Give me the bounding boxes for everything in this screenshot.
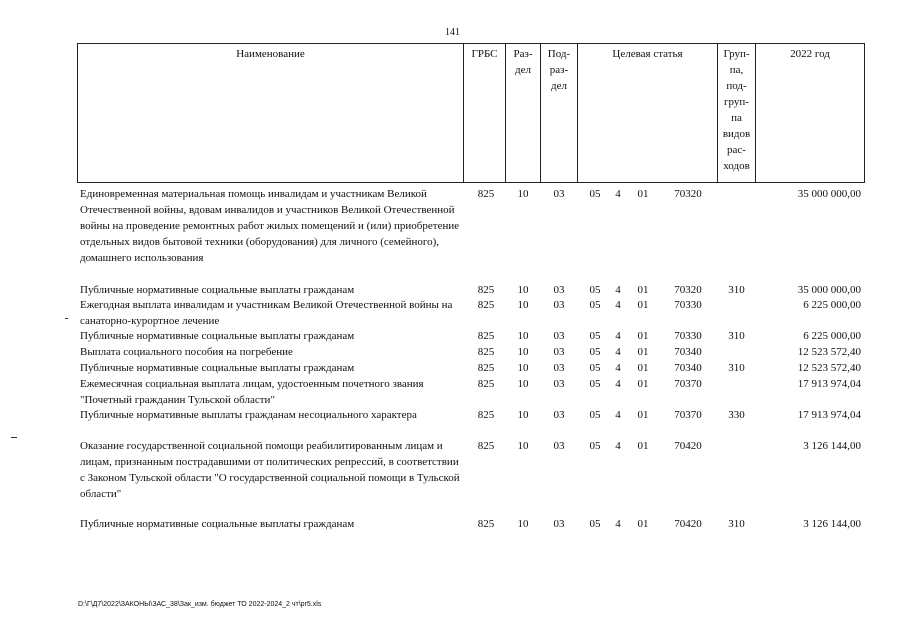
row-event: 01 xyxy=(637,330,649,342)
row-name: Ежегодная выплата инвалидам и участникам Великой Отечественной войны на санаторно-курортное лечение xyxy=(80,299,453,327)
row-grbs: 825 xyxy=(477,378,495,390)
row-razdel: 10 xyxy=(517,409,529,421)
row-podrazdel: 03 xyxy=(553,378,565,390)
row-name: Выплата социального пособия на погребение xyxy=(80,346,293,358)
margin-mark-small xyxy=(65,318,68,319)
row-razdel: 10 xyxy=(517,284,529,296)
row-subprogram: 4 xyxy=(615,362,621,374)
row-amount: 12 523 572,40 xyxy=(797,346,861,358)
row-expense-code: 70330 xyxy=(674,330,702,342)
row-event: 01 xyxy=(637,284,649,296)
header-gruppa-vidov-rashodov: Груп- па, под- груп- па видов рас- ходов xyxy=(717,43,756,183)
row-grbs: 825 xyxy=(477,346,495,358)
row-event: 01 xyxy=(637,440,649,452)
row-expense-group: 330 xyxy=(728,409,745,421)
row-subprogram: 4 xyxy=(615,299,621,311)
row-event: 01 xyxy=(637,378,649,390)
row-amount: 3 126 144,00 xyxy=(803,518,861,530)
page-number: 141 xyxy=(445,27,460,38)
row-subprogram: 4 xyxy=(615,440,621,452)
header-name: Наименование xyxy=(77,43,464,183)
row-name: Публичные нормативные социальные выплаты гражданам xyxy=(80,362,355,374)
row-name: Ежемесячная социальная выплата лицам, удостоенным почетного звания "Почетный гражданин Тульской области" xyxy=(80,378,424,406)
row-amount: 6 225 000,00 xyxy=(803,330,861,342)
header-grbs: ГРБС xyxy=(463,43,506,183)
row-subprogram: 4 xyxy=(615,284,621,296)
row-subprogram: 4 xyxy=(615,378,621,390)
header-podrazdel: Под- раз- дел xyxy=(540,43,578,183)
row-program: 05 xyxy=(589,362,601,374)
row-amount: 35 000 000,00 xyxy=(797,284,861,296)
row-program: 05 xyxy=(589,330,601,342)
row-expense-code: 70340 xyxy=(674,346,702,358)
row-subprogram: 4 xyxy=(615,188,621,200)
row-amount: 17 913 974,04 xyxy=(797,378,861,390)
row-razdel: 10 xyxy=(517,362,529,374)
row-event: 01 xyxy=(637,299,649,311)
row-podrazdel: 03 xyxy=(553,518,565,530)
row-event: 01 xyxy=(637,346,649,358)
row-grbs: 825 xyxy=(477,330,495,342)
row-name: Публичные нормативные выплаты гражданам несоциального характера xyxy=(80,409,417,421)
row-subprogram: 4 xyxy=(615,409,621,421)
row-program: 05 xyxy=(589,284,601,296)
row-expense-code: 70320 xyxy=(674,188,702,200)
row-razdel: 10 xyxy=(517,518,529,530)
row-program: 05 xyxy=(589,378,601,390)
row-amount: 3 126 144,00 xyxy=(803,440,861,452)
header-celevaya-statya: Целевая статья xyxy=(577,43,718,183)
row-podrazdel: 03 xyxy=(553,346,565,358)
row-name: Единовременная материальная помощь инвалидам и участникам Великой Отечественной войны, вдовам инвалидов и участников Великой Отечественной войны на проведение ремонтных работ жилых помещений и (или) приобретение отдельных видов бытовой техники (оборудования) для личного (семейного), домашнего использования xyxy=(80,188,460,264)
row-program: 05 xyxy=(589,299,601,311)
row-razdel: 10 xyxy=(517,188,529,200)
row-expense-group: 310 xyxy=(728,330,745,342)
row-amount: 12 523 572,40 xyxy=(797,362,861,374)
row-program: 05 xyxy=(589,346,601,358)
row-podrazdel: 03 xyxy=(553,299,565,311)
row-name: Оказание государственной социальной помощи реабилитированным лицам и лицам, признанным пострадавшими от политических репрессий, в соответствии с Законом Тульской области "О государственной социальной помощи в Тульской области" xyxy=(80,440,460,500)
row-podrazdel: 03 xyxy=(553,362,565,374)
row-subprogram: 4 xyxy=(615,346,621,358)
row-podrazdel: 03 xyxy=(553,440,565,452)
row-razdel: 10 xyxy=(517,440,529,452)
row-grbs: 825 xyxy=(477,362,495,374)
row-grbs: 825 xyxy=(477,518,495,530)
file-path-footer: D:\Г\Д7\2022\ЗАКОНЫ\ЗАС_38\Зак_изм. бюджет ТО 2022-2024_2 чт\pr5.xls xyxy=(78,601,322,608)
row-expense-group: 310 xyxy=(728,284,745,296)
row-expense-group: 310 xyxy=(728,518,745,530)
row-amount: 35 000 000,00 xyxy=(797,188,861,200)
row-grbs: 825 xyxy=(477,409,495,421)
row-grbs: 825 xyxy=(477,284,495,296)
row-razdel: 10 xyxy=(517,299,529,311)
row-podrazdel: 03 xyxy=(553,188,565,200)
row-amount: 17 913 974,04 xyxy=(797,409,861,421)
row-program: 05 xyxy=(589,409,601,421)
row-grbs: 825 xyxy=(477,188,495,200)
row-grbs: 825 xyxy=(477,440,495,452)
row-razdel: 10 xyxy=(517,346,529,358)
row-grbs: 825 xyxy=(477,299,495,311)
row-expense-code: 70330 xyxy=(674,299,702,311)
row-podrazdel: 03 xyxy=(553,409,565,421)
row-name: Публичные нормативные социальные выплаты гражданам xyxy=(80,284,355,296)
row-subprogram: 4 xyxy=(615,518,621,530)
row-expense-code: 70340 xyxy=(674,362,702,374)
row-name: Публичные нормативные социальные выплаты гражданам xyxy=(80,330,355,342)
row-expense-code: 70370 xyxy=(674,409,702,421)
row-event: 01 xyxy=(637,362,649,374)
row-amount: 6 225 000,00 xyxy=(803,299,861,311)
row-expense-code: 70370 xyxy=(674,378,702,390)
row-event: 01 xyxy=(637,188,649,200)
row-event: 01 xyxy=(637,518,649,530)
row-subprogram: 4 xyxy=(615,330,621,342)
row-name: Публичные нормативные социальные выплаты гражданам xyxy=(80,518,355,530)
row-podrazdel: 03 xyxy=(553,330,565,342)
header-year: 2022 год xyxy=(755,43,865,183)
row-expense-code: 70420 xyxy=(674,440,702,452)
margin-mark xyxy=(11,437,17,438)
row-program: 05 xyxy=(589,188,601,200)
row-expense-code: 70420 xyxy=(674,518,702,530)
row-razdel: 10 xyxy=(517,330,529,342)
row-event: 01 xyxy=(637,409,649,421)
header-razdel: Раз- дел xyxy=(505,43,541,183)
row-podrazdel: 03 xyxy=(553,284,565,296)
row-expense-code: 70320 xyxy=(674,284,702,296)
row-program: 05 xyxy=(589,440,601,452)
row-program: 05 xyxy=(589,518,601,530)
row-razdel: 10 xyxy=(517,378,529,390)
row-expense-group: 310 xyxy=(728,362,745,374)
